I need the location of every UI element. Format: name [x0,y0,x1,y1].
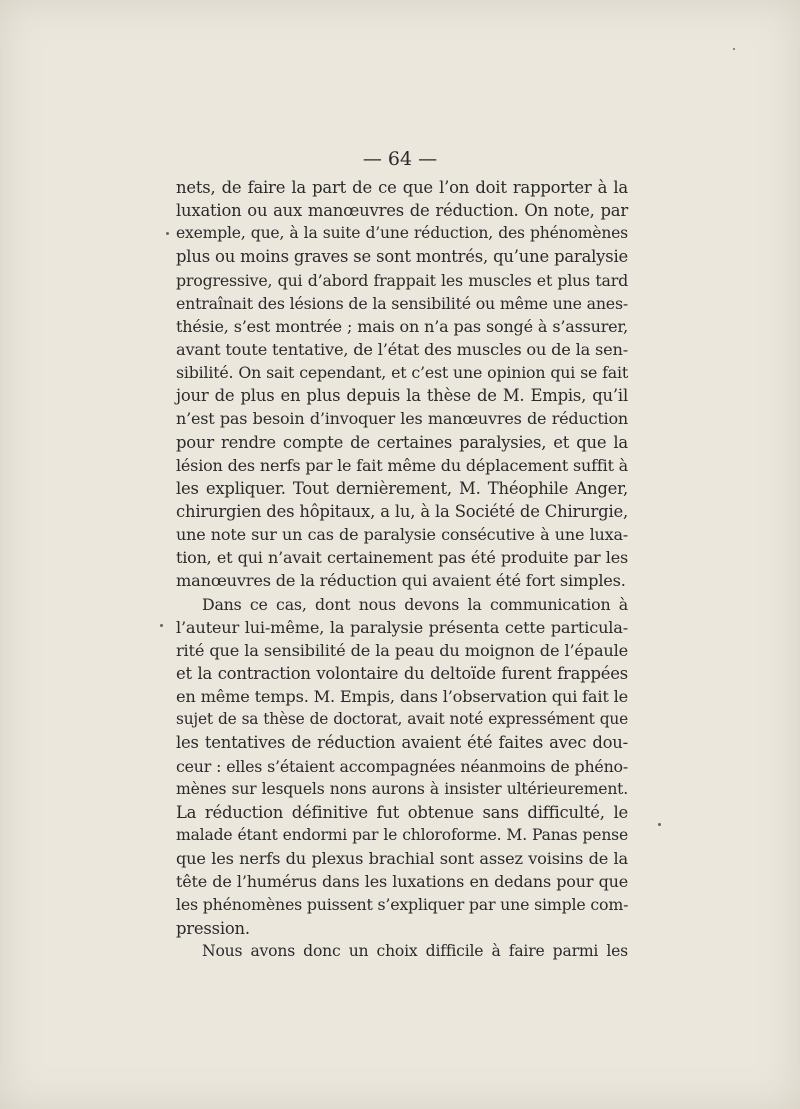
body-text [176,176,628,963]
text-line: entraînait des lésions de la sensibilité ou même une anes- [176,293,628,313]
text-line: manœuvres de la réduction qui avaient été fort simples. [176,571,626,591]
text-line: exemple, que, à la suite d’une réduction, des phénomènes [176,224,628,243]
text-line: lésion des nerfs par le fait même du déplacement suffit à [176,455,628,475]
paper-speck [166,232,169,235]
text-line: malade étant endormi par le chloroforme. M. Panas pense [176,825,628,844]
text-line: progressive, qui d’abord frappait les muscles et plus tard [176,270,628,290]
text-line: que les nerfs du plexus brachial sont assez voisins de la [176,849,628,869]
text-line: les phénomènes puissent s’expliquer par une simple com- [176,895,629,915]
text-line: en même temps. M. Empis, dans l’observation qui fait le [176,687,628,707]
text-line: chirurgien des hôpitaux, a lu, à la Société de Chirurgie, [176,501,628,521]
text-line: thésie, s’est montrée ; mais on n’a pas songé à s’assurer, [176,316,628,336]
text-line: Nous avons donc un choix difficile à faire parmi les [202,941,628,960]
text-line: et la contraction volontaire du deltoïde furent frappées [176,663,628,683]
text-line: n’est pas besoin d’invoquer les manœuvres de réduction [176,409,628,429]
text-line: avant toute tentative, de l’état des muscles ou de la sen- [176,339,628,359]
text-line: les expliquer. Tout dernièrement, M. Théophile Anger, [176,478,628,498]
text-line: tion, et qui n’avait certainement pas été produite par les [176,548,628,568]
text-line: plus ou moins graves se sont montrés, qu’une paralysie [176,247,628,267]
paper-speck [658,823,661,826]
text-line: mènes sur lesquels nons aurons à insister ultérieurement. [176,779,628,798]
text-line: sibilité. On sait cependant, et c’est une opinion qui se fait [176,363,628,383]
text-line: nets, de faire la part de ce que l’on doit rapporter à la [176,178,628,197]
text-line: luxation ou aux manœuvres de réduction. On note, par [176,201,628,221]
text-line: sujet de sa thèse de doctorat, avait noté expressément que [176,710,628,729]
paper-speck [733,48,735,50]
text-line: jour de plus en plus depuis la thèse de M. Empis, qu’il [176,386,628,406]
text-line: rité que la sensibilité de la peau du moignon de l’épaule [176,640,628,660]
text-line: tête de l’humérus dans les luxations en dedans pour que [176,872,628,892]
text-line: ceur : elles s’étaient accompagnées néanmoins de phéno- [176,756,628,776]
text-line: pour rendre compte de certaines paralysies, et que la [176,432,628,452]
text-line: les tentatives de réduction avaient été faites avec dou- [176,733,628,753]
page-number: — 64 — [362,148,438,170]
text-line: l’auteur lui-même, la paralysie présenta cette particula- [176,617,628,637]
text-line: une note sur un cas de paralysie consécutive à une luxa- [176,525,628,545]
text-line: La réduction définitive fut obtenue sans difficulté, le [176,802,628,822]
text-line: Dans ce cas, dont nous devons la communication à [202,594,628,614]
text-line: pression. [176,918,250,938]
paper-speck [160,624,163,627]
